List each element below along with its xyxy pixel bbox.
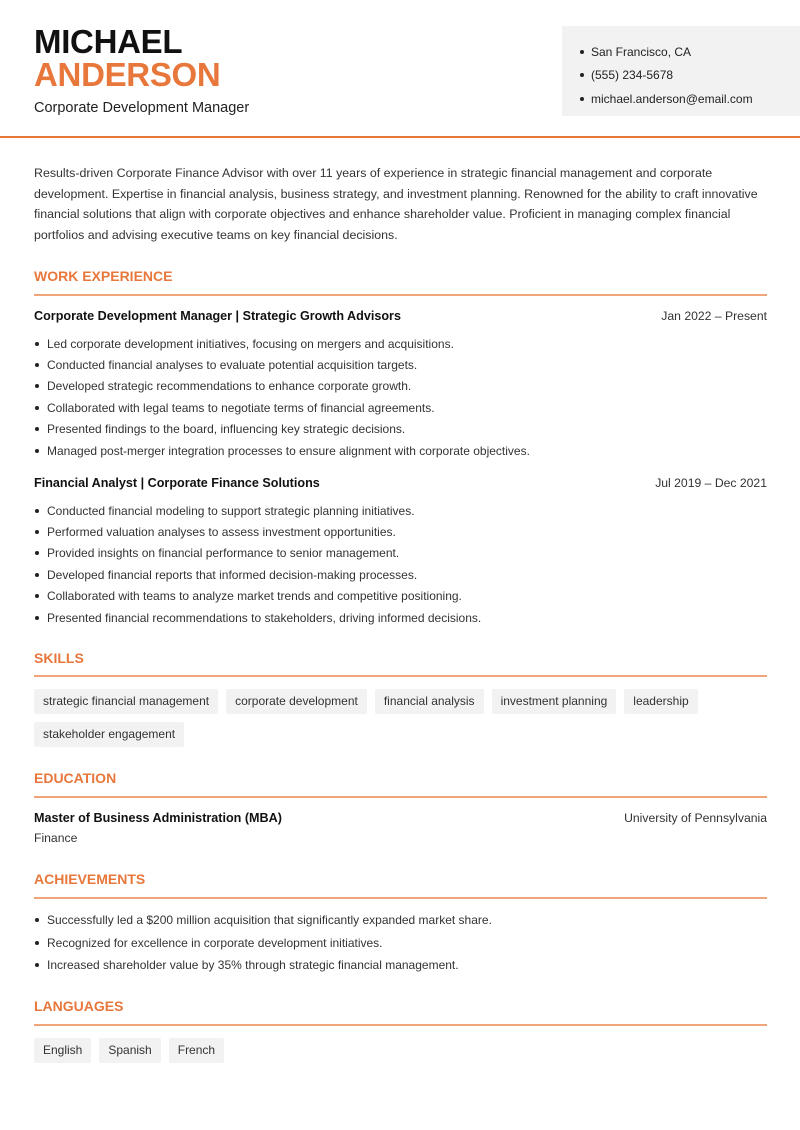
bullet-icon [35,363,39,367]
field-of-study: Finance [34,831,78,845]
contact-email [580,87,800,111]
skills-list [34,689,767,747]
list-item [34,500,767,521]
resume-header [0,0,800,138]
list-item [34,932,767,955]
section-title-work: WORK EXPERIENCE [34,268,173,284]
bullet-icon [35,918,39,922]
list-item-text: Successfully led a $200 million acquisition that significantly expanded market share. [47,913,492,928]
skill-tag: strategic financial management [34,689,218,714]
location-text: San Francisco, CA [591,44,692,59]
bullet-icon [35,963,39,967]
skill-tag: stakeholder engagement [34,722,184,747]
section-divider [34,1024,767,1026]
list-item [34,586,767,607]
bullet-icon [35,449,39,453]
job-bullets [34,333,767,461]
list-item-text: Performed valuation analyses to assess investment opportunities. [47,525,396,540]
languages-list [34,1038,767,1063]
list-item-text: Increased shareholder value by 35% through strategic financial management. [47,958,459,973]
language-tag: French [169,1038,224,1063]
contact-box [562,26,800,116]
bullet-icon [580,50,584,54]
bullet-icon [35,573,39,577]
bullet-icon [35,941,39,945]
list-item-text: Developed financial reports that informed decision-making processes. [47,567,418,582]
list-item-text: Conducted financial modeling to support strategic planning initiatives. [47,503,415,518]
job-title: Corporate Development Manager [34,100,250,116]
job-bullets [34,500,767,628]
list-item-text: Collaborated with teams to analyze market trends and competitive positioning. [47,589,462,604]
section-divider [34,897,767,899]
list-item [34,543,767,564]
bullet-icon [35,384,39,388]
bullet-icon [35,551,39,555]
list-item-text: Presented financial recommendations to stakeholders, driving informed decisions. [47,610,482,625]
email-text: michael.anderson@email.com [591,91,753,106]
section-divider [34,675,767,677]
job-header [34,309,767,323]
job-dates: Jul 2019 – Dec 2021 [655,476,767,490]
skill-tag: corporate development [226,689,367,714]
bullet-icon [35,427,39,431]
list-item-text: Conducted financial analyses to evaluate potential acquisition targets. [47,358,418,373]
skill-tag: leadership [624,689,697,714]
contact-location [580,40,800,64]
list-item [34,440,767,461]
list-item-text: Recognized for excellence in corporate development initiatives. [47,935,383,950]
list-item [34,376,767,397]
list-item-text: Presented findings to the board, influencing key strategic decisions. [47,422,406,437]
school: University of Pennsylvania [624,811,767,825]
degree: Master of Business Administration (MBA) [34,811,282,825]
language-tag: Spanish [99,1038,160,1063]
list-item [34,564,767,585]
section-title-education: EDUCATION [34,770,117,786]
list-item [34,521,767,542]
list-item [34,954,767,977]
language-tag: English [34,1038,91,1063]
list-item [34,419,767,440]
bullet-icon [35,342,39,346]
contact-phone [580,64,800,88]
list-item [34,909,767,932]
skill-tag: investment planning [492,689,617,714]
job-dates: Jan 2022 – Present [661,309,767,323]
list-item [34,607,767,628]
section-title-languages: LANGUAGES [34,998,124,1014]
section-divider [34,294,767,296]
education-header [34,811,767,825]
list-item-text: Provided insights on financial performance to senior management. [47,546,400,561]
bullet-icon [580,97,584,101]
list-item-text: Led corporate development initiatives, focusing on mergers and acquisitions. [47,336,454,351]
list-item [34,397,767,418]
bullet-icon [35,509,39,513]
list-item [34,354,767,375]
bullet-icon [35,616,39,620]
skill-tag: financial analysis [375,689,484,714]
job-header [34,476,767,490]
achievements-list [34,909,767,977]
bullet-icon [35,530,39,534]
section-title-achievements: ACHIEVEMENTS [34,871,146,887]
first-name: MICHAEL [34,23,183,60]
job-role: Financial Analyst | Corporate Finance Solutions [34,476,320,490]
list-item-text: Collaborated with legal teams to negotiate terms of financial agreements. [47,400,435,415]
phone-text: (555) 234-5678 [591,68,674,83]
job-role: Corporate Development Manager | Strategic Growth Advisors [34,309,401,323]
bullet-icon [580,73,584,77]
section-title-skills: SKILLS [34,650,84,666]
bullet-icon [35,406,39,410]
list-item-text: Developed strategic recommendations to enhance corporate growth. [47,379,412,394]
summary-paragraph: Results-driven Corporate Finance Advisor with over 11 years of experience in strategic financial management and corporate development. Expertise in financial analysis, business strategy, and investment planning. Renowned for the ability to craft innovative financial solutions that align with corporate objectives and enhance shareholder value. Proficient in managing complex financial portfolios and advising executive teams on key financial decisions. [34,166,758,243]
list-item [34,333,767,354]
section-divider [34,796,767,798]
list-item-text: Managed post-merger integration processes to ensure alignment with corporate objectives. [47,443,530,458]
last-name: ANDERSON [34,56,221,93]
bullet-icon [35,594,39,598]
